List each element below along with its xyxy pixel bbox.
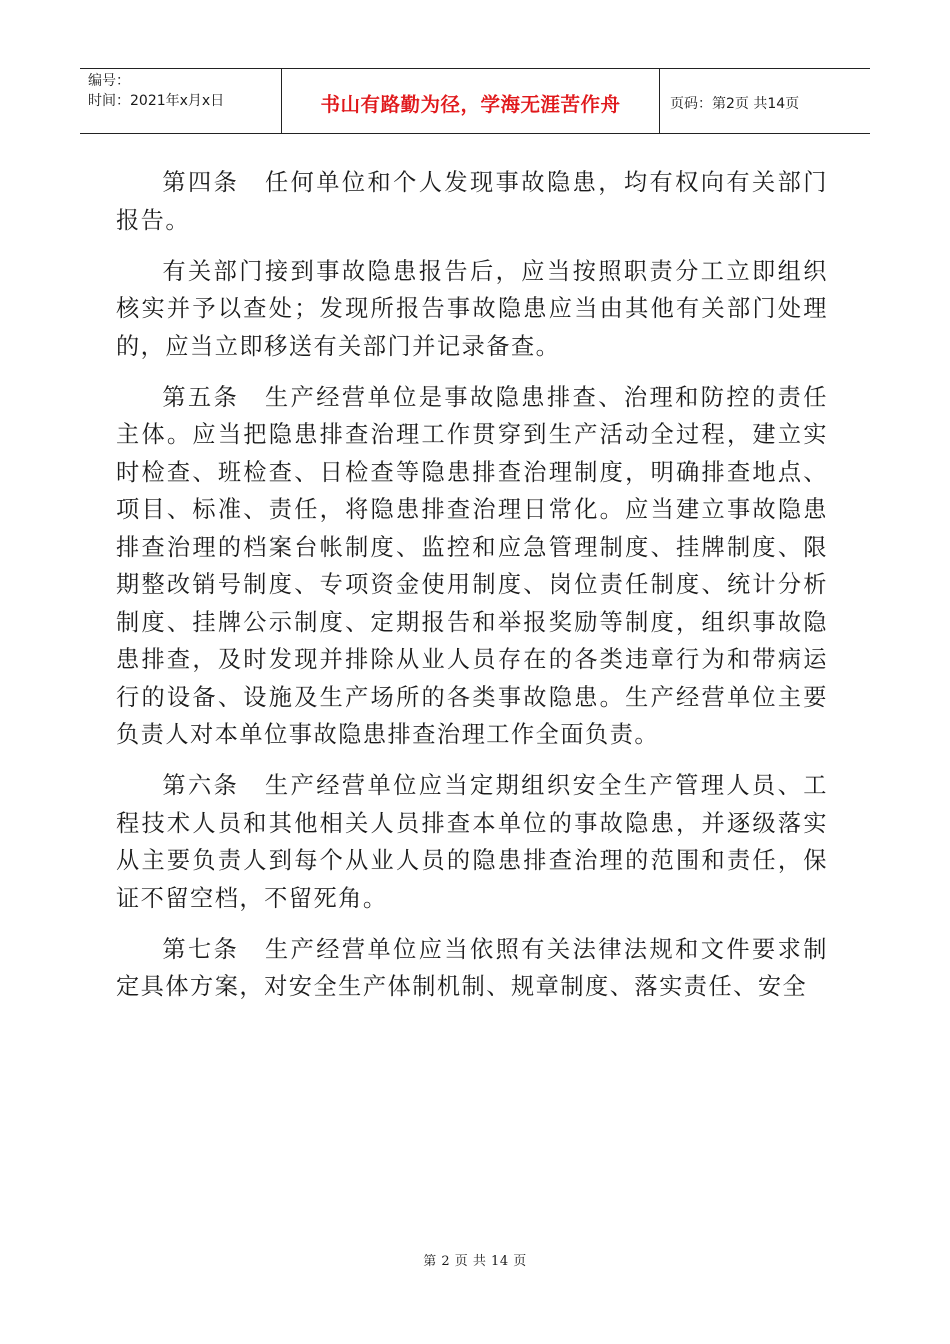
- document-number-label: 编号：: [88, 73, 130, 89]
- document-header: [80, 68, 870, 134]
- paragraph-article-5: 第五条 生产经营单位是事故隐患排查、治理和防控的责任主体。应当把隐患排查治理工作贯穿到生产活动全过程，建立实时检查、班检查、日检查等隐患排查治理制度，明确排查地点、项目、标准、责任，将隐患排查治理日常化。应当建立事故隐患排查治理的档案台帐制度、监控和应急管理制度、挂牌制度、限期整改销号制度、专项资金使用制度、岗位责任制度、统计分析制度、挂牌公示制度、定期报告和举报奖励等制度，组织事故隐患排查，及时发现并排除从业人员存在的各类违章行为和带病运行的设备、设施及生产场所的各类事故隐患。生产经营单位主要负责人对本单位事故隐患排查治理工作全面负责。: [116, 383, 828, 748]
- paragraph-article-6: 第六条 生产经营单位应当定期组织安全生产管理人员、工程技术人员和其他相关人员排查本单位的事故隐患，并逐级落实从主要负责人到每个从业人员的隐患排查治理的范围和责任，保证不留空档，不留死角。: [116, 772, 828, 912]
- header-page-info: 页码：第2页 共14页: [670, 96, 800, 112]
- paragraph-article-4-continued: 有关部门接到事故隐患报告后，应当按照职责分工立即组织核实并予以查处；发现所报告事故隐患应当由其他有关部门处理的，应当立即移送有关部门并记录备查。: [116, 257, 828, 360]
- page-footer: 第 2 页 共 14 页: [423, 1254, 527, 1269]
- paragraph-article-7: 第七条 生产经营单位应当依照有关法律法规和文件要求制定具体方案，对安全生产体制机制、规章制度、落实责任、安全: [116, 935, 828, 1000]
- header-meta-cell: [80, 69, 282, 133]
- document-body: [116, 164, 828, 1019]
- header-motto: 书山有路勤为径，学海无涯苦作舟: [282, 69, 660, 133]
- document-time-label: 时间：2021年x月x日: [88, 93, 225, 109]
- paragraph-article-4: 第四条 任何单位和个人发现事故隐患，均有权向有关部门报告。: [116, 169, 828, 234]
